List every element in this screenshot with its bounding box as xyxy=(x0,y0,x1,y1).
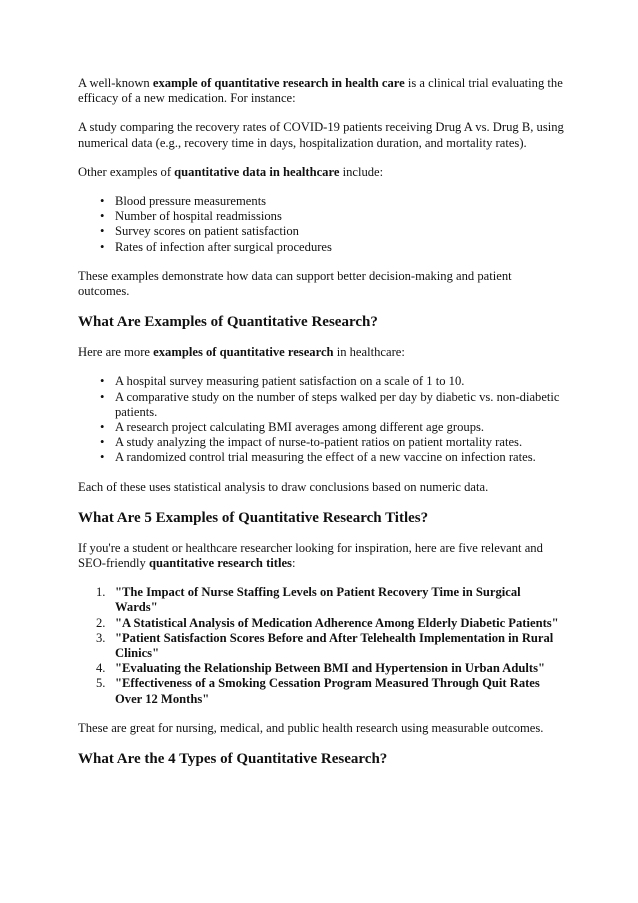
other-text: Other examples of xyxy=(78,164,175,179)
list-item xyxy=(78,661,566,676)
other-text-end: include: xyxy=(339,164,384,179)
list-item: • A study analyzing the impact of nurse-to-patient ratios on patient mortality rates. xyxy=(78,435,566,450)
intro-keyword: example of quantitative research in health care xyxy=(152,76,405,90)
title-text: "Evaluating the Relationship Between BMI and Hypertension in Urban Adults" xyxy=(115,661,545,676)
section1-intro-text: Here are more xyxy=(78,345,154,360)
intro-text-end: is a clinical trial evaluating the efficacy of a new medication. For instance: xyxy=(78,76,563,106)
list-item xyxy=(78,676,566,706)
other-examples-paragraph xyxy=(78,165,566,180)
list-item: • Blood pressure measurements xyxy=(78,194,566,209)
section2-intro-end: : xyxy=(291,556,296,571)
data-examples-list xyxy=(78,194,566,255)
demonstrate-paragraph: These examples demonstrate how data can support better decision-making and patient outcomes. xyxy=(78,268,512,299)
section1-intro xyxy=(78,345,566,360)
section-heading-types: What Are the 4 Types of Quantitative Research? xyxy=(78,751,388,768)
title-text: "A Statistical Analysis of Medication Adherence Among Elderly Diabetic Patients" xyxy=(115,615,559,630)
list-item: • A randomized control trial measuring the effect of a new vaccine on infection rates. xyxy=(78,450,566,465)
intro-paragraph xyxy=(78,76,566,106)
list-item: • A hospital survey measuring patient satisfaction on a scale of 1 to 10. xyxy=(78,374,566,389)
list-item: • A comparative study on the number of steps walked per day by diabetic vs. non-diabetic patients. xyxy=(78,390,566,420)
list-number: 5. xyxy=(96,676,106,691)
research-titles-list xyxy=(78,585,566,707)
section-heading-titles: What Are 5 Examples of Quantitative Research Titles? xyxy=(78,509,429,526)
list-number: 4. xyxy=(96,661,106,676)
study-paragraph: A study comparing the recovery rates of COVID-19 patients receiving Drug A vs. Drug B, using numerical data (e.g., recovery time in days, hospitalization duration, and mortality rates). xyxy=(78,120,564,150)
section-heading-examples: What Are Examples of Quantitative Research? xyxy=(78,314,378,331)
list-item: • A research project calculating BMI averages among different age groups. xyxy=(78,420,566,435)
section1-intro-keyword: examples of quantitative research xyxy=(153,345,334,360)
list-item: • Survey scores on patient satisfaction xyxy=(78,224,566,239)
section2-intro-text: If you're a student or healthcare researcher looking for inspiration, here are five relevant and SEO-friendly xyxy=(78,540,543,571)
title-text: "The Impact of Nurse Staffing Levels on Patient Recovery Time in Surgical Wards" xyxy=(115,585,521,615)
list-item xyxy=(78,585,566,615)
section2-outro: These are great for nursing, medical, and public health research using measurable outcomes. xyxy=(78,720,544,735)
other-keyword: quantitative data in healthcare xyxy=(174,164,340,179)
list-number: 1. xyxy=(96,585,106,600)
section2-intro xyxy=(78,541,566,571)
section2-intro-keyword: quantitative research titles xyxy=(149,556,292,571)
research-examples-list xyxy=(78,374,566,465)
list-item xyxy=(78,616,566,631)
section1-intro-end: in healthcare: xyxy=(333,345,405,360)
list-number: 2. xyxy=(96,615,106,630)
list-item xyxy=(78,631,566,661)
title-text: "Effectiveness of a Smoking Cessation Program Measured Through Quit Rates Over 12 Months" xyxy=(115,676,540,706)
list-number: 3. xyxy=(96,630,106,645)
intro-text: A well-known xyxy=(78,76,153,90)
list-item: • Number of hospital readmissions xyxy=(78,209,566,224)
section1-outro: Each of these uses statistical analysis to draw conclusions based on numeric data. xyxy=(78,479,489,494)
list-item: • Rates of infection after surgical procedures xyxy=(78,240,566,255)
title-text: "Patient Satisfaction Scores Before and After Telehealth Implementation in Rural Clinics" xyxy=(115,630,554,661)
